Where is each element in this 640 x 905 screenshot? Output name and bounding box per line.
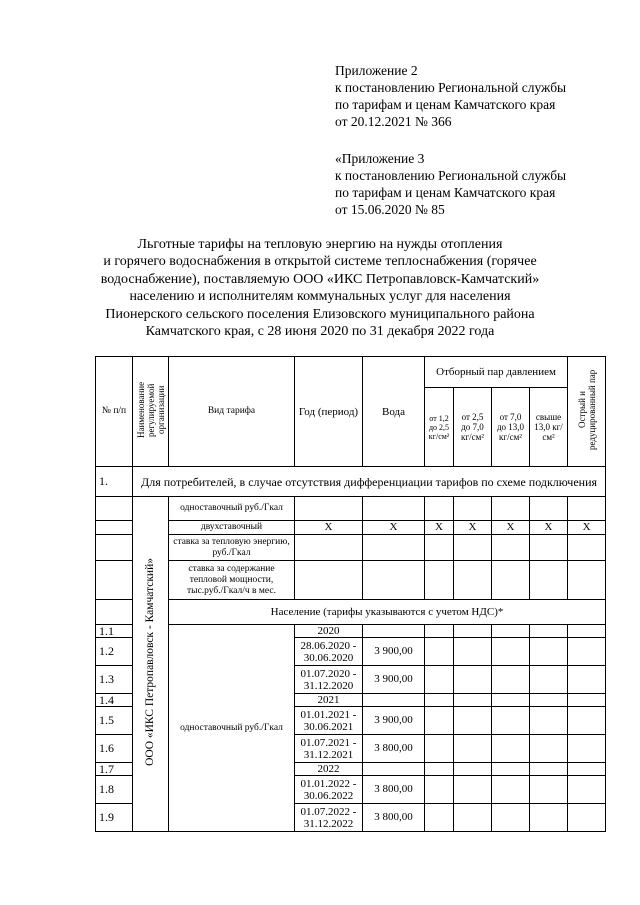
header-num: № п/п [96, 357, 133, 467]
cell [425, 497, 454, 521]
title-line: Камчатского края, с 28 июня 2020 по 31 декабря 2022 года [145, 324, 495, 340]
cell [363, 497, 425, 521]
cell [492, 561, 530, 600]
row-period: 2020 [295, 625, 363, 638]
cell [425, 666, 454, 694]
cell [425, 638, 454, 666]
cell [454, 776, 492, 804]
cell [492, 694, 530, 707]
cell [425, 763, 454, 776]
title-line: Льготные тарифы на тепловую энергию на нужды отопления [137, 237, 503, 252]
org-name: ООО «ИКС Петропавловск - Камчатский» [144, 558, 156, 766]
row-num: 1.3 [96, 666, 133, 694]
appendix-3-line: по тарифам и ценам Камчатского края [335, 185, 556, 200]
population-row [96, 600, 606, 625]
row-num: 1.7 [96, 763, 133, 776]
appendix-2-line: от 20.12.2021 № 366 [335, 114, 452, 129]
cell [425, 535, 454, 561]
row-num: 1.2 [96, 638, 133, 666]
cell [530, 694, 568, 707]
cell [530, 804, 568, 832]
cell [454, 707, 492, 735]
header-period: Год (период) [295, 357, 363, 467]
table-row [96, 497, 606, 521]
x-cell: Х [454, 521, 492, 535]
row-water [363, 694, 425, 707]
header-steam-4: свыше 13,0 кг/см² [530, 388, 568, 467]
title-line: населению и исполнителям коммунальных услуг для населения [129, 289, 511, 305]
header-org: Наименование регулируемой организации [135, 381, 166, 438]
title-line: Пионерского сельского поселения Елизовского муниципального района [105, 306, 535, 322]
appendix-2-line: к постановлению Региональной службы [335, 80, 567, 95]
cell [492, 535, 530, 561]
row-water: 3 800,00 [363, 804, 425, 832]
appendix-3-block [335, 150, 635, 218]
row-water: 3 900,00 [363, 666, 425, 694]
row-period: 01.07.2020 - 31.12.2020 [295, 666, 363, 694]
section-text: Для потребителей, в случае отсутствия дифференциации тарифов по схеме подключения [133, 467, 606, 497]
row-num: 1.9 [96, 804, 133, 832]
cell [530, 561, 568, 600]
x-cell: Х [295, 521, 363, 535]
cell [568, 776, 606, 804]
cell [454, 497, 492, 521]
cell [454, 694, 492, 707]
cell [568, 694, 606, 707]
cell [425, 625, 454, 638]
header-steam-group: Отборный пар давлением [425, 357, 568, 388]
header-sharp: Острый и редуцированный пар [576, 369, 597, 450]
cell [530, 497, 568, 521]
capacity-rate: ставка за содержание тепловой мощности, тыс.руб./Гкал/ч в мес. [169, 561, 295, 600]
header-steam-1: от 1,2 до 2,5 кг/см² [425, 388, 454, 467]
cell [454, 535, 492, 561]
cell [530, 707, 568, 735]
cell [492, 804, 530, 832]
cell [530, 535, 568, 561]
header-org-cell [133, 357, 169, 467]
tariff-one-part: одноставочный руб./Гкал [169, 497, 295, 521]
row-water: 3 800,00 [363, 735, 425, 763]
cell [363, 535, 425, 561]
row-period: 01.01.2021 - 30.06.2021 [295, 707, 363, 735]
cell [425, 694, 454, 707]
appendix-3-line: к постановлению Региональной службы [335, 168, 567, 183]
row-num: 1.1 [96, 625, 133, 638]
header-steam-3: от 7,0 до 13,0 кг/см² [492, 388, 530, 467]
row-period: 01.01.2022 - 30.06.2022 [295, 776, 363, 804]
cell [425, 735, 454, 763]
cell [568, 625, 606, 638]
table-row [96, 561, 606, 600]
cell [568, 763, 606, 776]
cell [454, 625, 492, 638]
cell [454, 638, 492, 666]
cell [425, 776, 454, 804]
row-period: 2021 [295, 694, 363, 707]
appendix-2-block [335, 62, 635, 130]
row-water [363, 625, 425, 638]
cell [454, 735, 492, 763]
row-water: 3 800,00 [363, 776, 425, 804]
appendix-3-line: «Приложение 3 [335, 151, 425, 166]
row-num [96, 497, 133, 521]
row-water [363, 763, 425, 776]
appendix-3-line: от 15.06.2020 № 85 [335, 202, 445, 217]
cell [295, 497, 363, 521]
x-cell: Х [530, 521, 568, 535]
cell [492, 638, 530, 666]
row-num [96, 521, 133, 535]
appendix-2-line: Приложение 2 [335, 63, 418, 78]
document-title [88, 236, 552, 340]
row-water: 3 900,00 [363, 707, 425, 735]
x-cell: Х [492, 521, 530, 535]
tariff-table [95, 356, 606, 832]
cell [492, 497, 530, 521]
cell [454, 561, 492, 600]
row-num [96, 600, 133, 625]
row-period: 01.07.2021 - 31.12.2021 [295, 735, 363, 763]
cell [568, 561, 606, 600]
row-period: 2022 [295, 763, 363, 776]
appendix-2-line: по тарифам и ценам Камчатского края [335, 97, 556, 112]
x-cell: Х [425, 521, 454, 535]
cell [454, 666, 492, 694]
cell [568, 497, 606, 521]
cell [295, 561, 363, 600]
row-water: 3 900,00 [363, 638, 425, 666]
cell [530, 763, 568, 776]
cell [454, 804, 492, 832]
cell [295, 535, 363, 561]
cell [530, 666, 568, 694]
header-row [96, 357, 606, 388]
population-text: Население (тарифы указываются с учетом НДС)* [169, 600, 606, 625]
header-water: Вода [363, 357, 425, 467]
title-line: водоснабжение), поставляемую ООО «ИКС Петропавловск-Камчатский» [100, 271, 540, 287]
row-num [96, 561, 133, 600]
cell [530, 625, 568, 638]
cell [492, 763, 530, 776]
cell [530, 776, 568, 804]
row-num: 1.5 [96, 707, 133, 735]
section-row [96, 467, 606, 497]
row-num [96, 535, 133, 561]
cell [568, 666, 606, 694]
cell [530, 735, 568, 763]
cell [530, 638, 568, 666]
cell [425, 804, 454, 832]
cell [363, 561, 425, 600]
cell [492, 666, 530, 694]
cell [425, 707, 454, 735]
table-row [96, 535, 606, 561]
cell [568, 638, 606, 666]
cell [492, 707, 530, 735]
section-num: 1. [96, 467, 133, 497]
cell [492, 735, 530, 763]
cell [568, 804, 606, 832]
cell [492, 625, 530, 638]
title-line: и горячего водоснабжения в открытой системе теплоснабжения (горячее [103, 254, 537, 270]
row-period: 01.07.2022 - 31.12.2022 [295, 804, 363, 832]
x-cell: Х [568, 521, 606, 535]
cell [454, 763, 492, 776]
tariff-label: одноставочный руб./Гкал [169, 625, 295, 832]
cell [425, 561, 454, 600]
cell [568, 535, 606, 561]
cell [568, 735, 606, 763]
cell [568, 707, 606, 735]
energy-rate: ставка за тепловую энергию, руб./Гкал [169, 535, 295, 561]
row-period: 28.06.2020 - 30.06.2020 [295, 638, 363, 666]
row-num: 1.8 [96, 776, 133, 804]
row-num: 1.6 [96, 735, 133, 763]
cell [492, 776, 530, 804]
header-sharp-cell [568, 357, 606, 467]
header-tariff-type: Вид тарифа [169, 357, 295, 467]
table-row [96, 521, 606, 535]
tariff-two-part: двухставочный [169, 521, 295, 535]
header-steam-2: от 2,5 до 7,0 кг/см² [454, 388, 492, 467]
x-cell: Х [363, 521, 425, 535]
table-row [96, 625, 606, 638]
row-num: 1.4 [96, 694, 133, 707]
org-cell [133, 497, 169, 832]
